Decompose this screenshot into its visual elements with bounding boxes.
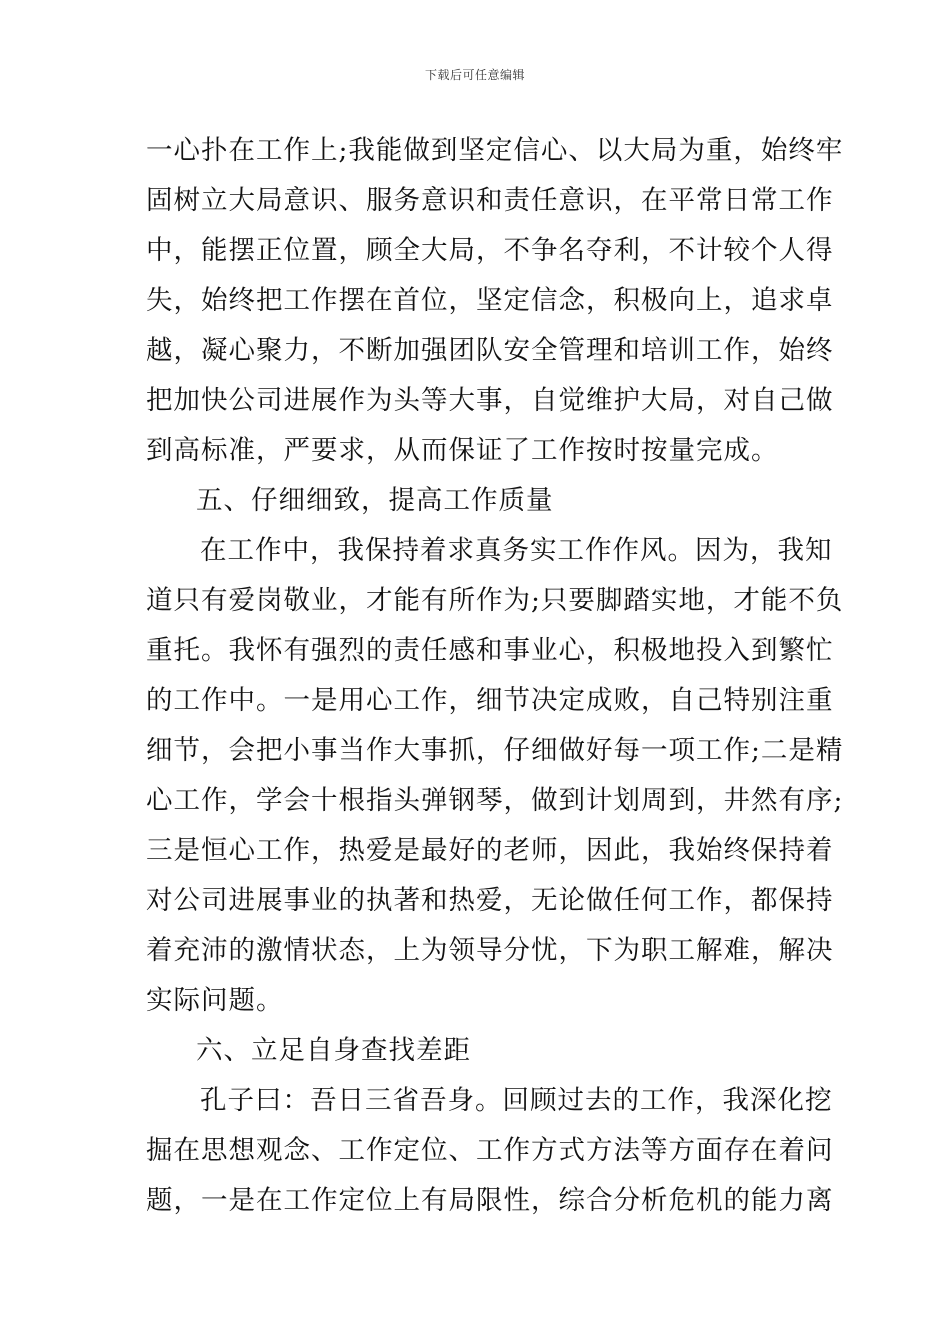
text-line: 重托。我怀有强烈的责任感和事业心，积极地投入到繁忙 (146, 635, 834, 666)
section-heading: 六、立足自身查找差距 (196, 1035, 471, 1066)
paragraph-first-line: 在工作中，我保持着求真务实工作作风。因为，我知 (200, 535, 833, 566)
text-line: 实际问题。 (146, 985, 284, 1016)
text-line: 到高标准，严要求，从而保证了工作按时按量完成。 (146, 435, 779, 466)
paragraph-first-line: 孔子曰：吾日三省吾身。回顾过去的工作，我深化挖 (200, 1085, 833, 1116)
text-line: 对公司进展事业的执著和热爱，无论做任何工作，都保持 (146, 885, 834, 916)
document-body (146, 126, 844, 1226)
text-line: 中，能摆正位置，顾全大局，不争名夺利，不计较个人得 (146, 235, 834, 266)
text-line: 固树立大局意识、服务意识和责任意识，在平常日常工作 (146, 185, 834, 216)
text-line: 一心扑在工作上;我能做到坚定信心、以大局为重，始终牢 (146, 135, 844, 166)
page-header: 下载后可任意编辑 (424, 68, 525, 82)
text-line: 把加快公司进展作为头等大事，自觉维护大局，对自己做 (146, 385, 834, 416)
text-line: 道只有爱岗敬业，才能有所作为;只要脚踏实地，才能不负 (146, 585, 844, 616)
text-line: 心工作，学会十根指头弹钢琴，做到计划周到，井然有序; (146, 785, 844, 816)
text-line: 的工作中。一是用心工作，细节决定成败，自己特别注重 (146, 685, 834, 716)
text-line: 越，凝心聚力，不断加强团队安全管理和培训工作，始终 (146, 335, 834, 366)
text-line: 失，始终把工作摆在首位，坚定信念，积极向上，追求卓 (146, 285, 834, 316)
text-line: 细节，会把小事当作大事抓，仔细做好每一项工作;二是精 (146, 735, 844, 766)
text-line: 着充沛的激情状态，上为领导分忧，下为职工解难，解决 (146, 935, 834, 966)
section-heading: 五、仔细细致，提高工作质量 (196, 485, 554, 516)
text-line: 题，一是在工作定位上有局限性，综合分析危机的能力离 (146, 1185, 834, 1216)
text-line: 三是恒心工作，热爱是最好的老师，因此，我始终保持着 (146, 835, 834, 866)
text-line: 掘在思想观念、工作定位、工作方式方法等方面存在着问 (146, 1135, 834, 1166)
